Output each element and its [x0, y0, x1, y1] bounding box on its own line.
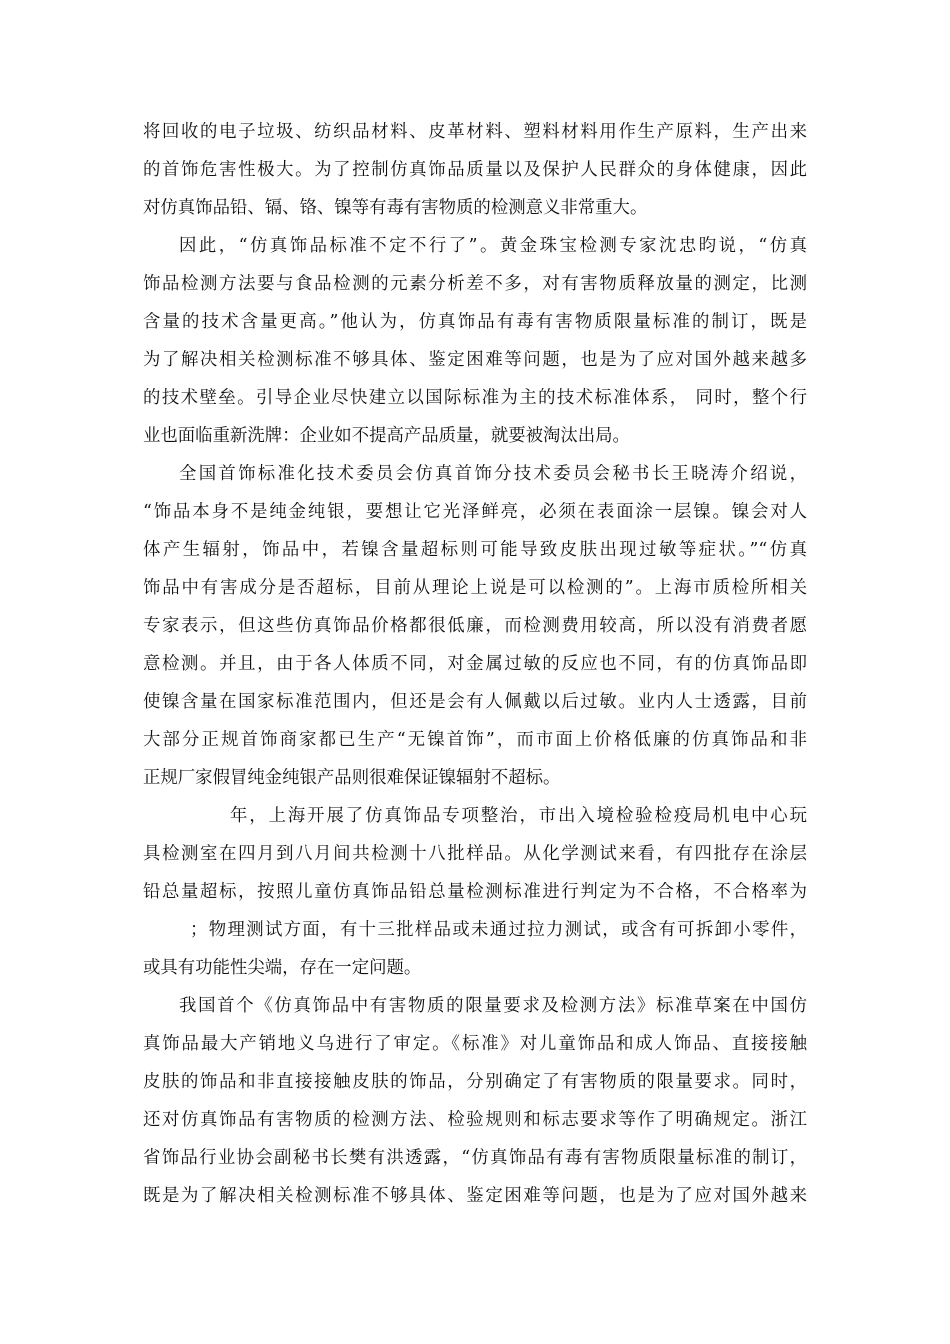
text-line: 具检测室在四月到八月间共检测十八批样品。从化学测试来看，有四批存在涂层 — [143, 844, 807, 864]
text-line: 意检测。并且，由于各人体质不同，对金属过敏的反应也不同，有的仿真饰品即 — [143, 654, 807, 674]
text-line: 我国首个《仿真饰品中有害物质的限量要求及检测方法》标准草案在中国仿 — [179, 996, 807, 1016]
text-line: 年，上海开展了仿真饰品专项整治，市出入境检验检疫局机电中心玩 — [230, 806, 807, 826]
text-line: 的首饰危害性极大。为了控制仿真饰品质量以及保护人民群众的身体健康，因此 — [143, 160, 807, 180]
text-line: 使镍含量在国家标准范围内，但还是会有人佩戴以后过敏。业内人士透露，目前 — [143, 692, 807, 712]
text-line: 的技术壁垒。引导企业尽快建立以国际标准为主的技术标准体系， 同时，整个行 — [143, 388, 807, 408]
text-line: “饰品本身不是纯金纯银，要想让它光泽鲜亮，必须在表面涂一层镍。镍会对人 — [143, 502, 807, 522]
text-line: 还对仿真饰品有害物质的检测方法、检验规则和标志要求等作了明确规定。浙江 — [143, 1110, 807, 1130]
text-line: 铅总量超标，按照儿童仿真饰品铅总量检测标准进行判定为不合格，不合格率为 — [143, 882, 807, 902]
text-line: 因此，“仿真饰品标准不定不行了”。黄金珠宝检测专家沈忠昀说，“仿真 — [179, 236, 807, 256]
text-line: 既是为了解决相关检测标准不够具体、鉴定困难等问题，也是为了应对国外越来 — [143, 1186, 807, 1206]
text-line: ；物理测试方面，有十三批样品或未通过拉力测试，或含有可拆卸小零件， — [190, 920, 807, 940]
text-line: 正规厂家假冒纯金纯银产品则很难保证镍辐射不超标。 — [143, 768, 561, 788]
text-line: 为了解决相关检测标准不够具体、鉴定困难等问题，也是为了应对国外越来越多 — [143, 350, 807, 370]
text-line: 皮肤的饰品和非直接接触皮肤的饰品，分别确定了有害物质的限量要求。同时， — [143, 1072, 807, 1092]
text-line: 业也面临重新洗牌：企业如不提高产品质量，就要被淘汰出局。 — [143, 426, 630, 446]
text-line: 全国首饰标准化技术委员会仿真首饰分技术委员会秘书长王晓涛介绍说， — [179, 464, 807, 484]
text-line: 饰品检测方法要与食品检测的元素分析差不多，对有害物质释放量的测定，比测 — [143, 274, 807, 294]
text-line: 大部分正规首饰商家都已生产“无镍首饰”，而市面上价格低廉的仿真饰品和非 — [143, 730, 807, 750]
text-line: 将回收的电子垃圾、纺织品材料、皮革材料、塑料材料用作生产原料，生产出来 — [143, 122, 807, 142]
text-line: 体产生辐射，饰品中，若镍含量超标则可能导致皮肤出现过敏等症状。”“仿真 — [143, 540, 807, 560]
text-line: 对仿真饰品铅、镉、铬、镍等有毒有害物质的检测意义非常重大。 — [143, 198, 648, 218]
text-line: 或具有功能性尖端，存在一定问题。 — [143, 958, 422, 978]
text-line: 真饰品最大产销地义乌进行了审定。《标准》对儿童饰品和成人饰品、直接接触 — [143, 1034, 807, 1054]
text-line: 饰品中有害成分是否超标，目前从理论上说是可以检测的”。上海市质检所相关 — [143, 578, 807, 598]
text-line: 含量的技术含量更高。”他认为，仿真饰品有毒有害物质限量标准的制订，既是 — [143, 312, 807, 332]
text-line: 省饰品行业协会副秘书长樊有洪透露，“仿真饰品有毒有害物质限量标准的制订， — [143, 1148, 807, 1168]
text-line: 专家表示，但这些仿真饰品价格都很低廉，而检测费用较高，所以没有消费者愿 — [143, 616, 807, 636]
